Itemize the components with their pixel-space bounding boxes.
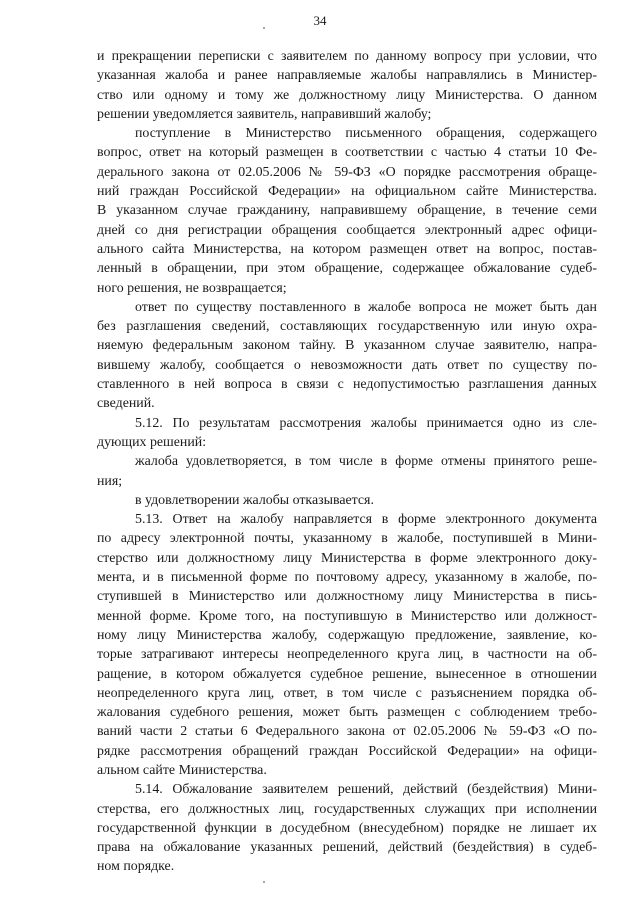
page-number: 34	[313, 13, 327, 28]
text-line: В указанном случае гражданину, направившему обращение, в течение семи	[97, 203, 597, 219]
text-line: стерство или должностному лицу Министерства в форме электронного доку-	[97, 550, 597, 566]
text-line: по адресу электронной почты, указанному в жалобе, поступившей в Мини-	[97, 531, 597, 547]
text-line: 5.14. Обжалование заявителем решений, действий (бездействия) Мини-	[135, 782, 597, 798]
text-line: ния;	[97, 473, 123, 489]
text-line: 5.13. Ответ на жалобу направляется в форме электронного документа	[135, 512, 597, 528]
text-line: мента, и в письменной форме по почтовому адресу, указанному в жалобе, по-	[97, 570, 597, 586]
text-line: решении уведомляется заявитель, направивший жалобу;	[97, 106, 432, 122]
text-line: поступление в Министерство письменного обращения, содержащего	[135, 126, 597, 142]
text-line: ответ по существу поставленного в жалобе вопроса не может быть дан	[135, 299, 597, 315]
text-line: указанная жалоба и ранее направляемые жалобы направлялись в Министер-	[97, 68, 597, 84]
text-line: жалования судебного решения, может быть размещен с соблюдением требо-	[97, 705, 597, 721]
text-line: ного решения, не возвращается;	[97, 280, 287, 296]
text-line: стерства, его должностных лиц, государственных служащих при исполнении	[97, 801, 597, 817]
text-line: и прекращении переписки с заявителем по данному вопросу при условии, что	[97, 49, 597, 64]
text-line: ленный в обращении, при этом обращение, содержащее обжалование судеб-	[97, 261, 597, 277]
text-line: ство или одному и тому же должностному лицу Министерства. О данном	[97, 87, 597, 103]
text-line: ваний части 2 статьи 6 Федерального закона от 02.05.2006 № 59-ФЗ «О по-	[97, 724, 597, 740]
text-line: права на обжалование указанных решений, действий (бездействия) в судеб-	[97, 840, 597, 856]
text-line: жалоба удовлетворяется, в том числе в форме отмены принятого реше-	[135, 454, 597, 470]
text-line: сведений.	[97, 396, 155, 412]
document-body	[97, 47, 597, 877]
text-line: дующих решений:	[97, 434, 207, 450]
text-line: ном порядке.	[97, 859, 175, 875]
text-line: торые затрагивают интересы неопределенного круга лиц, в частности на об-	[97, 647, 597, 663]
text-line: ального сайта Министерства, на котором размещен ответ на вопрос, постав-	[97, 241, 597, 257]
text-line: ставленного в ней вопроса в связи с недопустимостью разглашения данных	[97, 377, 597, 393]
text-line: без разглашения сведений, составляющих государственную или иную охра-	[97, 319, 597, 335]
text-line: 5.12. По результатам рассмотрения жалобы принимается одно из сле-	[135, 415, 597, 431]
text-line: менной форме. Кроме того, на поступившую в Министерство или должност-	[97, 608, 597, 624]
text-line: ному лицу Министерства жалобу, содержащую предложение, заявление, ко-	[97, 627, 597, 643]
scan-speck	[263, 881, 265, 883]
text-line: ний граждан Российской Федерации» на официальном сайте Министерства.	[97, 184, 597, 200]
text-line: дней со дня регистрации обращения сообщается электронный адрес офици-	[97, 222, 597, 238]
text-line: вившему жалобу, сообщается о невозможности дать ответ по существу по-	[97, 357, 597, 373]
text-line: неопределенного круга лиц, ответ, в том числе с разъяснением порядка об-	[97, 685, 597, 701]
scan-speck	[263, 27, 265, 29]
text-line: рядке рассмотрения обращений граждан Российской Федерации» на офици-	[97, 743, 597, 759]
text-line: альном сайте Министерства.	[97, 762, 267, 778]
text-line: в удовлетворении жалобы отказывается.	[135, 492, 374, 508]
text-line: дерального закона от 02.05.2006 № 59-ФЗ «О порядке рассмотрения обраще-	[97, 164, 597, 180]
text-line: ступившей в Министерство или должностному лицу Министерства в пись-	[97, 589, 597, 605]
text-line: няемую федеральным законом тайну. В указанном случае заявителю, напра-	[97, 338, 597, 354]
text-line: вопрос, ответ на который размещен в соответствии с частью 4 статьи 10 Фе-	[97, 145, 597, 161]
text-line: государственной функции в досудебном (внесудебном) порядке не лишает их	[97, 820, 597, 836]
text-line: ращение, в котором обжалуется судебное решение, вынесенное в отношении	[97, 666, 597, 682]
